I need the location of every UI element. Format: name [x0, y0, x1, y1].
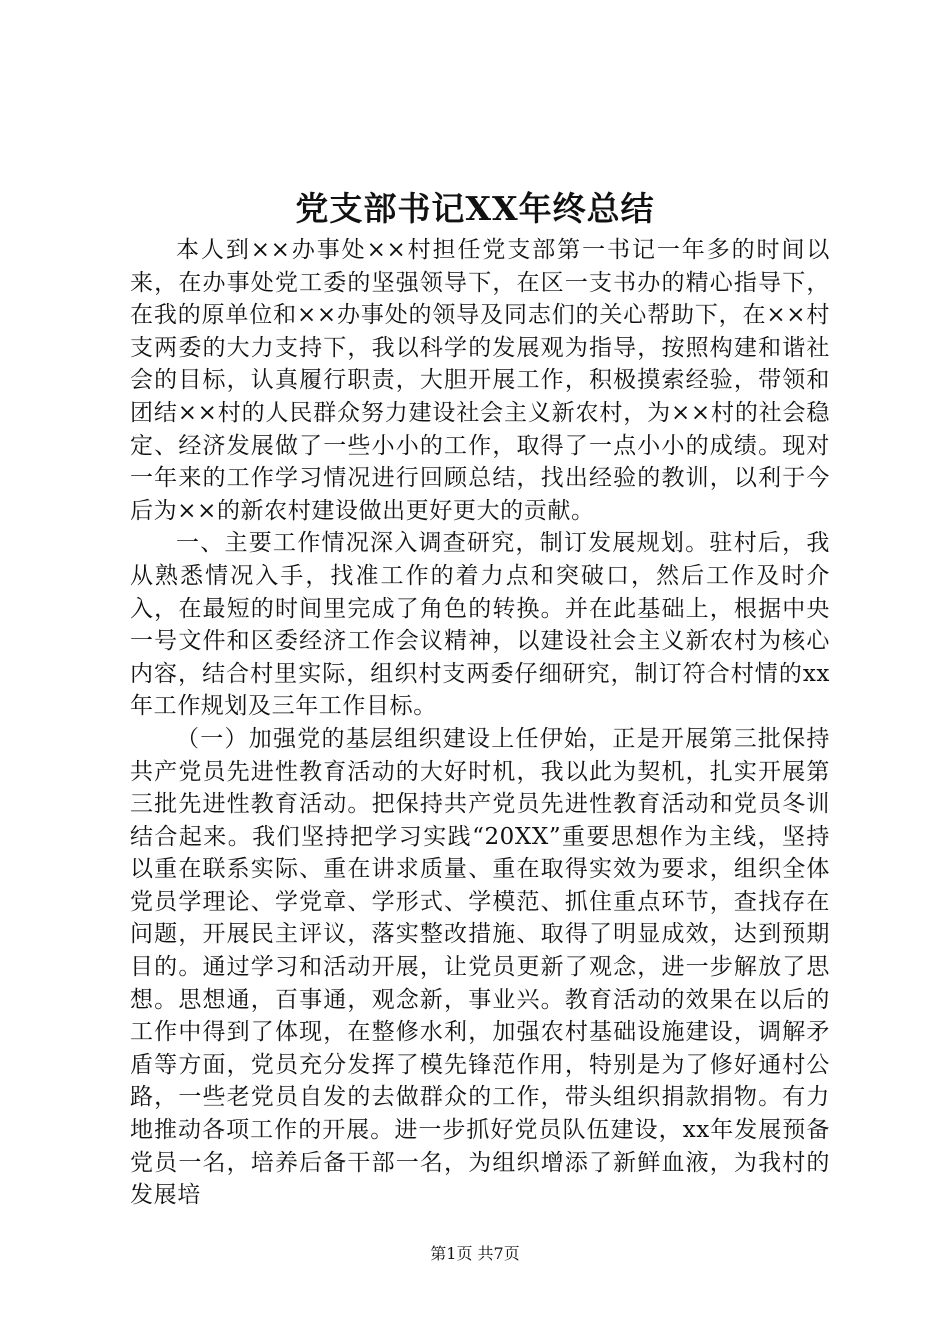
page-footer: 第1页 共7页 [430, 1244, 520, 1263]
document-body [130, 234, 830, 1212]
document-title: 党支部书记XX年终总结 [295, 189, 655, 228]
paragraph-section-one: 一、主要工作情况深入调查研究，制订发展规划。驻村后，我从熟悉情况入手，找准工作的着力点和突破口，然后工作及时介入，在最短的时间里完成了角色的转换。并在此基础上，根据中央一号文件和区委经济工作会议精神，以建设社会主义新农村为核心内容，结合村里实际，组织村支两委仔细研究，制订符合村情的xx年工作规划及三年工作目标。 [130, 530, 830, 720]
paragraph-subsection-one: （一）加强党的基层组织建设上任伊始，正是开展第三批保持共产党员先进性教育活动的大好时机，我以此为契机，扎实开展第三批先进性教育活动。把保持共产党员先进性教育活动和党员冬训结合起来。我们坚持把学习实践“20XX”重要思想作为主线，坚持以重在联系实际、重在讲求质量、重在取得实效为要求，组织全体党员学理论、学党章、学形式、学模范、抓住重点环节，查找存在问题，开展民主评议，落实整改措施、取得了明显成效，达到预期目的。通过学习和活动开展，让党员更新了观念，进一步解放了思想。思想通，百事通，观念新，事业兴。教育活动的效果在以后的工作中得到了体现，在整修水利，加强农村基础设施建设，调解矛盾等方面，党员充分发挥了模先锋范作用，特别是为了修好通村公路，一些老党员自发的去做群众的工作，带头组织捐款捐物。有力地推动各项工作的开展。进一步抓好党员队伍建设，xx年发展预备党员一名，培养后备干部一名，为组织增添了新鲜血液，为我村的发展培 [130, 725, 830, 1209]
paragraph-intro: 本人到××办事处××村担任党支部第一书记一年多的时间以来，在办事处党工委的坚强领导下，在区一支书办的精心指导下，在我的原单位和××办事处的领导及同志们的关心帮助下，在××村支两委的大力支持下，我以科学的发展观为指导，按照构建和谐社会的目标，认真履行职责，大胆开展工作，积极摸索经验，带领和团结××村的人民群众努力建设社会主义新农村，为××村的社会稳定、经济发展做了一些小小的工作，取得了一点小小的成绩。现对一年来的工作学习情况进行回顾总结，找出经验的教训，以利于今后为××的新农村建设做出更好更大的贡献。 [130, 237, 830, 524]
